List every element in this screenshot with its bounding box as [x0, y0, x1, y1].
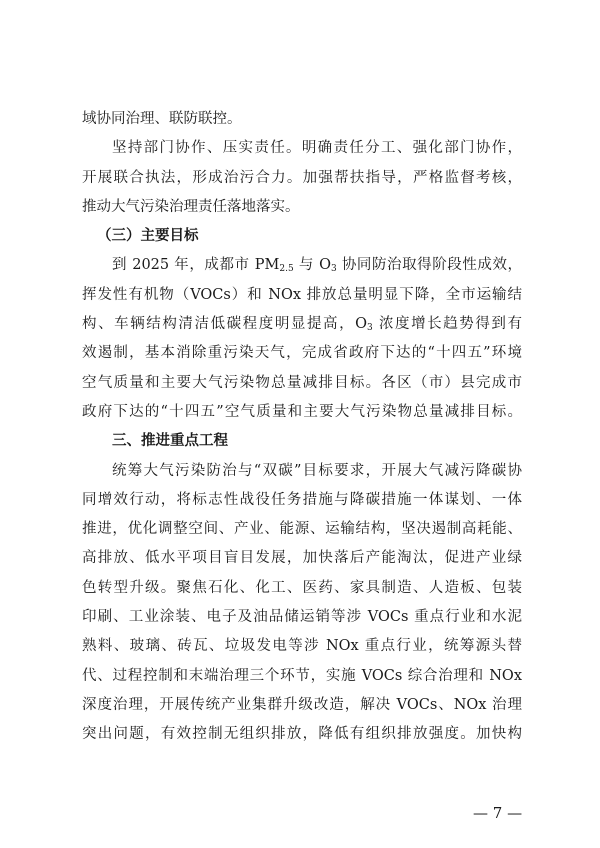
- text-run: 到 2025 年，成都市 PM: [112, 257, 280, 274]
- text-line: 效遏制，基本消除重污染天气，完成省政府下达的“十四五”环境: [82, 345, 522, 362]
- text-line: 推动大气污染治理责任落地落实。: [82, 198, 300, 215]
- subscript: 3: [330, 264, 337, 275]
- subscript: 3: [367, 323, 373, 334]
- text-line: 色转型升级。聚焦石化、化工、医药、家具制造、人造板、包装: [82, 579, 522, 596]
- text-line: 推进，优化调整空间、产业、能源、运输结构，坚决遏制高耗能、: [82, 521, 522, 538]
- text-run: 协同防治取得阶段性成效，: [336, 257, 522, 274]
- text-line: 统筹大气污染防治与“双碳”目标要求，开展大气减污降碳协: [112, 462, 522, 479]
- section-heading: （三）主要目标: [97, 228, 199, 245]
- text-line: 代、过程控制和末端治理三个环节，实施 VOCs 综合治理和 NOx: [82, 667, 522, 684]
- text-line: 深度治理，开展传统产业集群升级改造，解决 VOCs、NOx 治理: [82, 696, 522, 713]
- text-line: 政府下达的“十四五”空气质量和主要大气污染物总量减排目标。: [82, 403, 522, 420]
- text-line: 挥发性有机物（VOCs）和 NOx 排放总量明显下降，全市运输结: [82, 286, 522, 303]
- text-run: 与 O: [293, 257, 331, 274]
- text-run: 构、车辆结构清洁低碳程度明显提高，O: [82, 316, 368, 333]
- text-line: 熟料、玻璃、砖瓦、垃圾发电等涉 NOx 重点行业，统筹源头替: [82, 638, 522, 655]
- page-number: — 7 —: [473, 804, 523, 822]
- text-line: 突出问题，有效控制无组织排放，降低有组织排放强度。加快构: [82, 726, 522, 743]
- text-line: 高排放、低水平项目盲目发展，加快落后产能淘汰，促进产业绿: [82, 550, 522, 567]
- body-text: [82, 105, 522, 750]
- text-line: [82, 251, 522, 280]
- text-line: 开展联合执法，形成治污合力。加强帮扶指导，严格监督考核，: [82, 169, 522, 186]
- text-line: 空气质量和主要大气污染物总量减排目标。各区（市）县完成市: [82, 374, 522, 391]
- text-line: 同增效行动，将标志性战役任务措施与降碳措施一体谋划、一体: [82, 491, 522, 508]
- text-line: 印刷、工业涂装、电子及油品储运销等涉 VOCs 重点行业和水泥: [82, 609, 522, 626]
- text-line: [82, 310, 522, 339]
- subscript: 2.5: [279, 264, 294, 275]
- section-heading: 三、推进重点工程: [112, 433, 228, 450]
- text-run: 浓度增长趋势得到有: [372, 316, 523, 333]
- text-line: 坚持部门协作、压实责任。明确责任分工、强化部门协作，: [112, 140, 522, 157]
- text-line: 域协同治理、联防联控。: [82, 111, 242, 127]
